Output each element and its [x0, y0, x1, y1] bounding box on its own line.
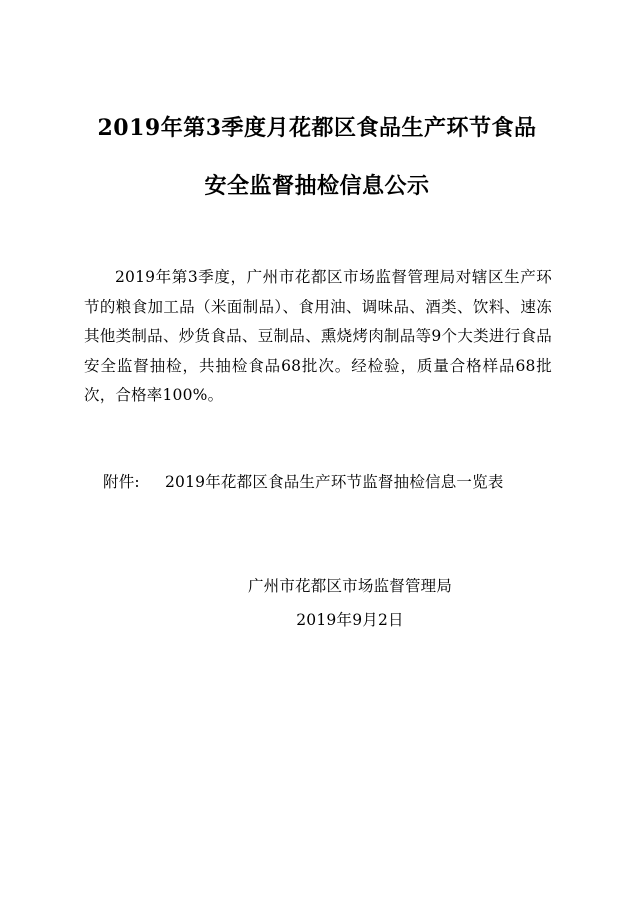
- attachment-label: 附件:: [103, 473, 140, 491]
- document-title-line-2: 安全监督抽检信息公示: [204, 173, 430, 199]
- body-paragraph: 2019年第3季度，广州市花都区市场监督管理局对辖区生产环节的粮食加工品（米面制品）、食用油、调味品、酒类、饮料、速冻其他类制品、炒货食品、豆制品、熏烧烤肉制品等9个大类进行食品安全监督抽检，共抽检食品68批次。经检验，质量合格样品68批次，合格率100%。: [84, 268, 552, 404]
- document-title-line-1: 2019年第3季度月花都区食品生产环节食品: [97, 115, 537, 141]
- attachment-line: [103, 468, 504, 496]
- signature-date: 2019年9月2日: [296, 611, 404, 629]
- signature-organization: 广州市花都区市场监督管理局: [247, 577, 453, 595]
- attachment-title: 2019年花都区食品生产环节监督抽检信息一览表: [164, 473, 504, 491]
